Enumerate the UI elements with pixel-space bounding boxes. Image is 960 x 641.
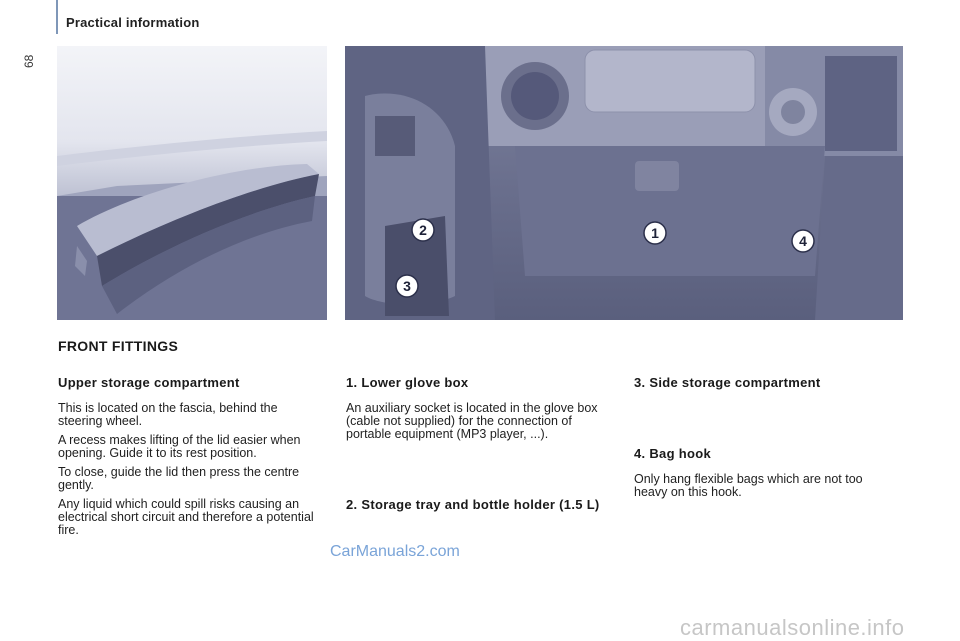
upper-compartment-text [58,402,323,543]
bag-hook-title: 4. Bag hook [634,446,711,461]
watermark-carmanuals2: CarManuals2.com [330,543,460,560]
callout-badge-2 [412,219,434,241]
upper-paragraph: A recess makes lifting of the lid easier when opening. Guide it to its rest position. [58,433,301,460]
callout-badge-1 [644,222,666,244]
main-heading: FRONT FITTINGS [58,338,179,354]
callout-label: 4 [799,233,807,249]
dashboard-photo [345,46,903,320]
lower-glove-box-text: An auxiliary socket is located in the glove box (cable not supplied) for the connection of portable equipment (MP3 player, ...). [346,401,598,441]
upper-paragraph: This is located on the fascia, behind the steering wheel. [58,401,278,428]
dashboard-illustration [345,46,903,320]
callout-label: 1 [651,225,659,241]
upper-paragraph: To close, guide the lid then press the centre gently. [58,465,300,492]
upper-compartment-photo [57,46,327,320]
section-title: Practical information [66,15,200,30]
bag-hook-text: Only hang flexible bags which are not too heavy on this hook. [634,472,863,499]
header-accent-line [56,0,58,34]
callout-badge-4 [792,230,814,252]
upper-compartment-title: Upper storage compartment [58,375,240,390]
upper-paragraph: Any liquid which could spill risks causing an electrical short circuit and therefore a potential fire. [58,497,314,537]
callout-label: 3 [403,278,411,294]
storage-tray-title: 2. Storage tray and bottle holder (1.5 L) [346,497,600,512]
upper-compartment-illustration [57,46,327,320]
side-storage-title: 3. Side storage compartment [634,375,821,390]
page-number: 68 [22,54,36,68]
callout-badge-3 [396,275,418,297]
callout-label: 2 [419,222,427,238]
lower-glove-box-title: 1. Lower glove box [346,375,469,390]
watermark-carmanualsonline: carmanualsonline.info [680,615,905,640]
